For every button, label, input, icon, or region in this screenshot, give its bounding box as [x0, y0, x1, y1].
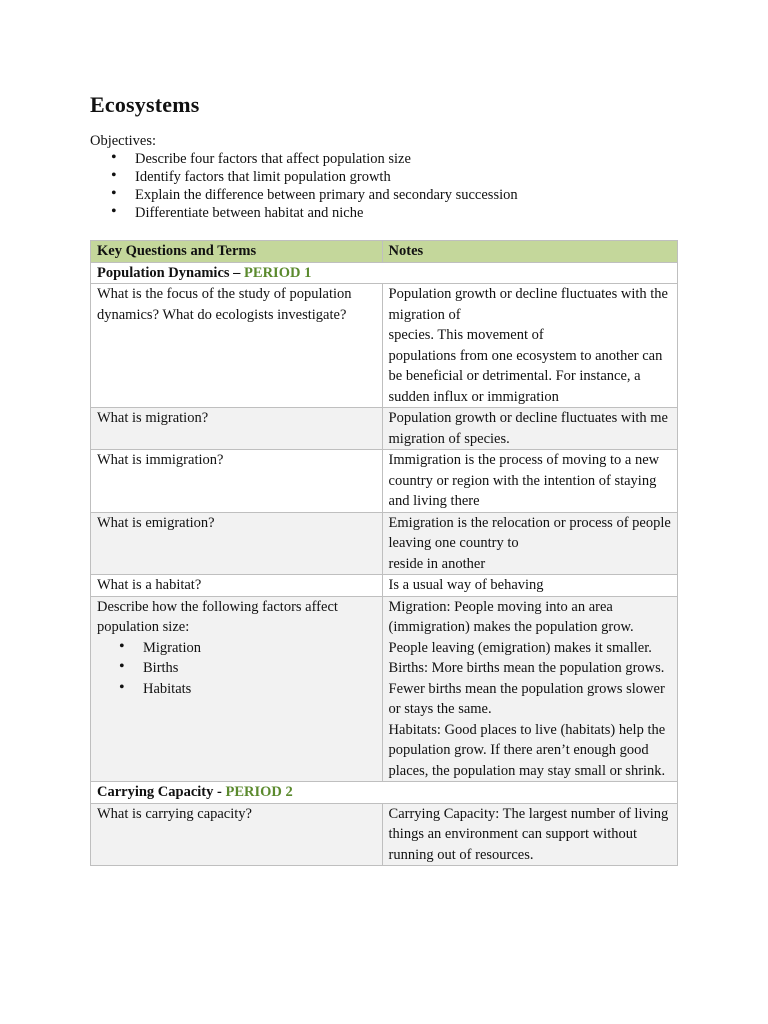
question-cell: What is emigration? — [91, 512, 383, 575]
notes-line: populations from one ecosystem to another can be beneficial or detrimental. For instance, a sudden influx or immigration — [388, 347, 663, 405]
table-header-row — [91, 241, 678, 263]
question-cell: What is a habitat? — [91, 575, 383, 597]
objective-item: • Differentiate between habitat and niche — [135, 204, 690, 222]
section-title: Population Dynamics – — [97, 264, 245, 281]
table-row — [91, 803, 678, 866]
factor-item: • Births — [143, 658, 376, 679]
notes-cell[interactable] — [382, 284, 677, 408]
notes-cell[interactable] — [382, 512, 677, 575]
notes-cell[interactable]: Is a usual way of behaving — [382, 575, 677, 597]
section-row-carrying-capacity — [91, 782, 678, 804]
question-cell: What is immigration? — [91, 450, 383, 513]
factor-list — [97, 638, 376, 700]
table-row — [91, 284, 678, 408]
period-label: PERIOD 2 — [225, 784, 293, 800]
factor-item: • Habitats — [143, 679, 376, 700]
column-header-questions: Key Questions and Terms — [91, 241, 383, 263]
notes-cell[interactable] — [382, 596, 677, 782]
notes-cell[interactable]: Population growth or decline fluctuates with me migration of species. — [382, 408, 677, 450]
notes-cell[interactable]: Carrying Capacity: The largest number of living things an environment can support without running out of resources. — [382, 803, 677, 866]
notes-line: Births: More births mean the population grows. Fewer births mean the population grows slower or stays the same. — [388, 660, 665, 717]
column-header-notes: Notes — [382, 241, 677, 263]
objectives-list — [90, 150, 690, 222]
notes-cell[interactable]: Immigration is the process of moving to a new country or region with the intention of staying and living there — [382, 450, 677, 513]
notes-line: species. This movement of — [388, 327, 544, 343]
notes-table — [90, 240, 678, 866]
period-label: PERIOD 1 — [244, 264, 312, 281]
factor-item: • Migration — [143, 638, 376, 659]
table-row — [91, 575, 678, 597]
question-cell — [91, 596, 383, 782]
table-row — [91, 512, 678, 575]
notes-line: Migration: People moving into an area (immigration) makes the population grow. People leaving (emigration) makes it smaller. — [388, 598, 652, 656]
notes-line: Population growth or decline fluctuates with the migration of — [388, 286, 668, 323]
notes-line: reside in another — [388, 555, 486, 572]
objective-item: • Describe four factors that affect population size — [135, 150, 690, 168]
page-title: Ecosystems — [90, 92, 200, 117]
question-cell: What is carrying capacity? — [91, 803, 383, 866]
question-text: Describe how the following factors affect population size: — [97, 598, 338, 635]
objectives-section — [90, 132, 690, 222]
section-title: Carrying Capacity - — [97, 784, 226, 800]
objective-item: • Explain the difference between primary and secondary succession — [135, 186, 690, 204]
table-row — [91, 596, 678, 782]
notes-line: Habitats: Good places to live (habitats) help the population grow. If there aren’t enough good places, the population may stay small or shrink. — [388, 721, 666, 779]
table-row — [91, 450, 678, 513]
objectives-label: Objectives: — [90, 133, 157, 149]
question-cell: What is the focus of the study of population dynamics? What do ecologists investigate? — [91, 284, 383, 408]
question-cell: What is migration? — [91, 408, 383, 450]
objective-item: • Identify factors that limit population growth — [135, 168, 690, 186]
notes-line: Emigration is the relocation or process of people leaving one country to — [388, 514, 671, 551]
section-row-population-dynamics — [91, 262, 678, 284]
table-row — [91, 408, 678, 450]
